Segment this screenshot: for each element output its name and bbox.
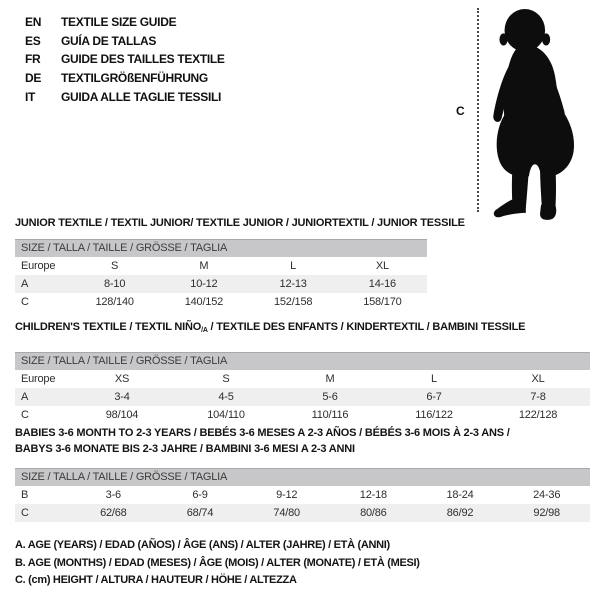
row-label: A — [21, 391, 29, 403]
row-label: C — [21, 296, 29, 308]
lang-label: GUIDE DES TAILLES TEXTILE — [61, 52, 225, 67]
lang-label: TEXTILE SIZE GUIDE — [61, 15, 177, 30]
table-cell: 158/170 — [363, 296, 402, 308]
lang-label: GUÍA DE TALLAS — [61, 33, 157, 48]
lang-row-fr — [25, 50, 225, 69]
table-row — [15, 257, 427, 275]
table-row — [15, 275, 427, 293]
table-cell: L — [431, 373, 437, 385]
table-cell: 8-10 — [104, 278, 126, 290]
table-cell: M — [325, 373, 335, 385]
table-cell: S — [111, 260, 119, 272]
row-label: C — [21, 409, 29, 421]
row-label: Europe — [21, 260, 56, 272]
table-cell: 3-6 — [105, 489, 121, 501]
table-cell: 6-7 — [426, 391, 442, 403]
size-header-bar: SIZE / TALLA / TAILLE / GRÖSSE / TAGLIA — [15, 352, 590, 370]
lang-label: GUIDA ALLE TAGLIE TESSILI — [61, 89, 222, 104]
junior-table — [15, 239, 427, 311]
height-figure — [450, 0, 600, 230]
table-row — [15, 293, 427, 311]
children-table — [15, 352, 590, 424]
title-text: CHILDREN'S TEXTILE / TEXTIL NIÑO — [15, 321, 202, 333]
table-cell: 18-24 — [446, 489, 474, 501]
height-c-label: C — [456, 104, 465, 118]
table-cell: 5-6 — [322, 391, 338, 403]
language-list — [25, 13, 225, 106]
row-label: C — [21, 507, 29, 519]
baby-silhouette-icon — [484, 6, 592, 221]
babies-table-title-line1: BABIES 3-6 MONTH TO 2-3 YEARS / BEBÉS 3-6 MESES A 2-3 AÑOS / BÉBÉS 3-6 MOIS À 2-3 ANS / — [15, 427, 510, 439]
table-cell: 6-9 — [192, 489, 208, 501]
table-cell: 68/74 — [186, 507, 214, 519]
lang-row-en — [25, 13, 225, 32]
lang-code: DE — [25, 71, 42, 86]
lang-code: ES — [25, 33, 41, 48]
lang-code: EN — [25, 15, 42, 30]
table-cell: 116/122 — [415, 409, 453, 421]
table-cell: 3-4 — [114, 391, 130, 403]
table-cell: 80/86 — [360, 507, 387, 519]
table-row — [15, 486, 590, 504]
table-cell: XL — [531, 373, 545, 385]
height-dotted-line — [477, 8, 479, 212]
table-cell: 92/98 — [533, 507, 560, 519]
babies-table — [15, 468, 590, 522]
junior-table-title: JUNIOR TEXTILE / TEXTIL JUNIOR/ TEXTILE JUNIOR / JUNIORTEXTIL / JUNIOR TESSILE — [15, 217, 465, 229]
legend-line-a: A. AGE (YEARS) / EDAD (AÑOS) / ÂGE (ANS) / ALTER (JAHRE) / ETÀ (ANNI) — [15, 539, 390, 551]
table-row — [15, 504, 590, 522]
row-label: Europe — [21, 373, 56, 385]
table-cell: 14-16 — [368, 278, 396, 290]
table-cell: 24-36 — [533, 489, 561, 501]
table-cell: M — [199, 260, 209, 272]
table-cell: 104/110 — [207, 409, 245, 421]
lang-row-es — [25, 32, 225, 51]
row-label: A — [21, 278, 29, 290]
row-label: B — [21, 489, 29, 501]
junior-section — [15, 217, 465, 311]
size-header-bar: SIZE / TALLA / TAILLE / GRÖSSE / TAGLIA — [15, 468, 590, 486]
table-cell: 12-18 — [359, 489, 387, 501]
table-cell: 10-12 — [190, 278, 218, 290]
table-cell: 140/152 — [184, 296, 224, 308]
table-cell: 98/104 — [105, 409, 139, 421]
table-cell: XL — [375, 260, 389, 272]
title-text: / TEXTILE DES ENFANTS / KINDERTEXTIL / BAMBINI TESSILE — [207, 321, 526, 333]
legend-line-b: B. AGE (MONTHS) / EDAD (MESES) / ÂGE (MOIS) / ALTER (MONATE) / ETÀ (MESI) — [15, 556, 420, 569]
children-table-title — [15, 321, 590, 337]
lang-code: FR — [25, 52, 41, 67]
table-row — [15, 388, 590, 406]
table-cell: 62/68 — [100, 507, 127, 519]
table-row — [15, 406, 590, 424]
legend — [15, 537, 420, 590]
table-cell: 110/116 — [311, 409, 349, 421]
table-cell: 12-13 — [279, 278, 307, 290]
table-cell: 74/80 — [273, 507, 300, 519]
children-section — [15, 321, 590, 424]
table-row — [15, 370, 590, 388]
table-cell: 86/92 — [446, 507, 474, 519]
babies-table-title-line2: BABYS 3-6 MONATE BIS 2-3 JAHRE / BAMBINI 3-6 MESI A 2-3 ANNI — [15, 443, 355, 455]
table-cell: 152/158 — [273, 296, 313, 308]
table-cell: S — [222, 373, 230, 385]
table-cell: L — [290, 260, 297, 272]
size-header-bar: SIZE / TALLA / TAILLE / GRÖSSE / TAGLIA — [15, 239, 427, 257]
lang-label: TEXTILGRÖßENFÜHRUNG — [61, 71, 208, 86]
legend-line-c: C. (cm) HEIGHT / ALTURA / HAUTEUR / HÖHE / ALTEZZA — [15, 574, 297, 586]
title-subscript: /A — [201, 327, 208, 334]
lang-code: IT — [25, 89, 36, 104]
table-cell: 128/140 — [95, 296, 134, 308]
table-cell: 122/128 — [518, 409, 558, 421]
lang-row-it — [25, 87, 225, 106]
table-cell: XS — [114, 373, 130, 385]
table-cell: 9-12 — [276, 489, 298, 501]
lang-row-de — [25, 69, 225, 88]
table-cell: 4-5 — [218, 391, 234, 403]
table-cell: 7-8 — [530, 391, 546, 403]
babies-section — [15, 427, 590, 522]
